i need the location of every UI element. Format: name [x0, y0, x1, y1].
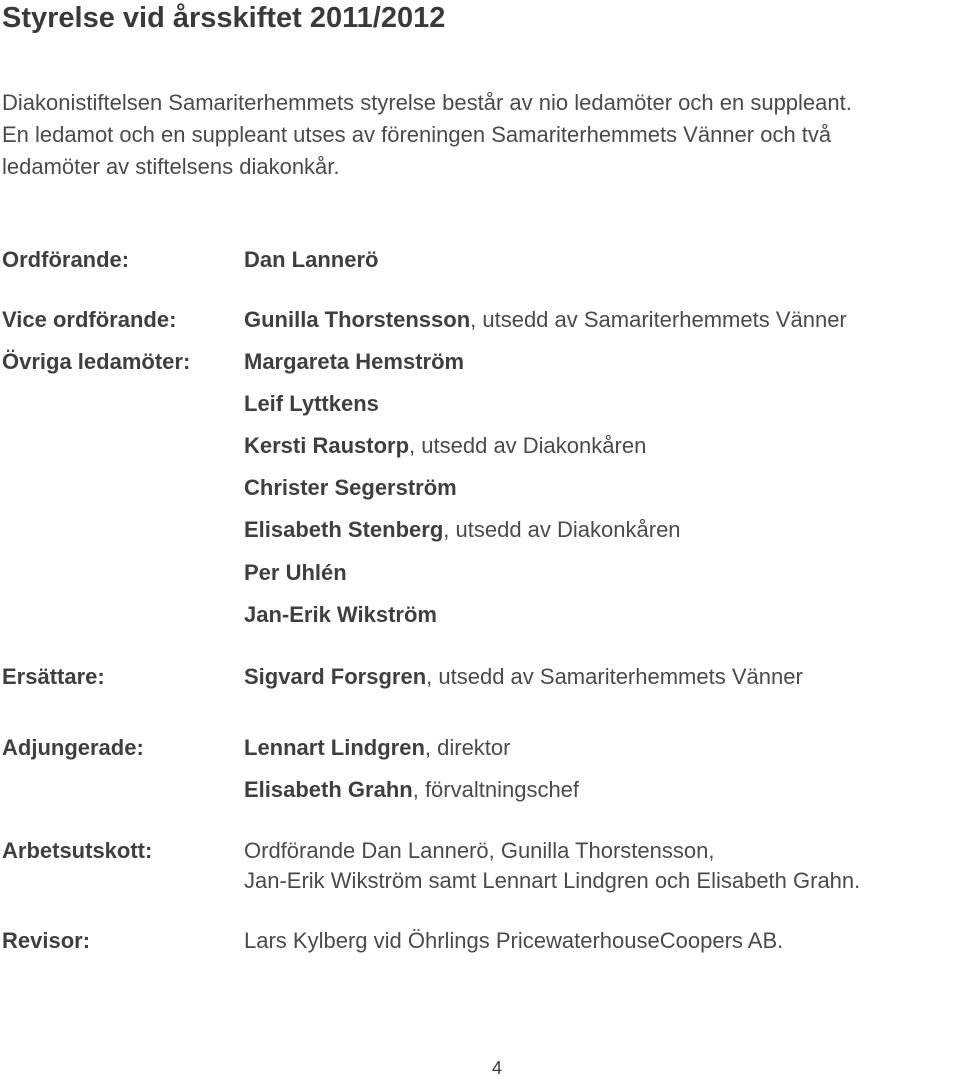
intro-line-3: ledamöter av stiftelsens diakonkår. — [2, 154, 340, 179]
adjunct-entry — [244, 777, 579, 803]
adjunct-name: Lennart Lindgren — [244, 735, 425, 760]
member-note: , utsedd av Diakonkåren — [443, 517, 681, 542]
page-number: 4 — [492, 1058, 503, 1078]
member-name: Margareta Hemström — [244, 349, 465, 374]
entry-deputy — [244, 664, 803, 690]
working-committee-line-1: Ordförande Dan Lannerö, Gunilla Thorstensson, — [244, 838, 715, 863]
intro-line-2: En ledamot och en suppleant utses av föreningen Samariterhemmets Vänner och två — [2, 122, 832, 147]
label-auditor: Revisor: — [2, 928, 91, 953]
member-entry — [244, 391, 379, 417]
member-entry — [244, 517, 681, 543]
member-entry — [244, 433, 646, 459]
member-name: Christer Segerström — [244, 475, 457, 500]
deputy-note: , utsedd av Samariterhemmets Vänner — [426, 664, 803, 689]
page-title: Styrelse vid årsskiftet 2011/2012 — [2, 2, 446, 34]
entry-chair — [244, 247, 378, 273]
chair-name: Dan Lannerö — [244, 247, 379, 272]
vice-chair-name: Gunilla Thorstensson — [244, 307, 471, 332]
member-entry — [244, 475, 457, 501]
adjunct-note: , förvaltningschef — [412, 777, 580, 802]
member-name: Per Uhlén — [244, 560, 347, 585]
member-name: Elisabeth Stenberg — [244, 517, 444, 542]
intro-line-1: Diakonistiftelsen Samariterhemmets styrelse består av nio ledamöter och en suppleant. — [2, 90, 852, 115]
working-committee-line-2: Jan-Erik Wikström samt Lennart Lindgren och Elisabeth Grahn. — [244, 868, 861, 893]
label-chair: Ordförande: — [2, 247, 130, 272]
vice-chair-note: , utsedd av Samariterhemmets Vänner — [470, 307, 847, 332]
deputy-name: Sigvard Forsgren — [244, 664, 427, 689]
adjunct-entry — [244, 735, 510, 761]
adjunct-name: Elisabeth Grahn — [244, 777, 413, 802]
label-adjunct: Adjungerade: — [2, 735, 144, 760]
label-vice-chair: Vice ordförande: — [2, 307, 177, 332]
adjunct-note: , direktor — [424, 735, 511, 760]
member-entry — [244, 349, 464, 375]
member-name: Kersti Raustorp — [244, 433, 410, 458]
label-working-committee: Arbetsutskott: — [2, 838, 153, 863]
label-deputy: Ersättare: — [2, 664, 105, 689]
label-other-members: Övriga ledamöter: — [2, 349, 191, 374]
entry-auditor: Lars Kylberg vid Öhrlings PricewaterhouseCoopers AB. — [244, 928, 784, 953]
entry-vice-chair — [244, 307, 847, 333]
member-name: Leif Lyttkens — [244, 391, 379, 416]
member-entry — [244, 602, 437, 628]
member-name: Jan-Erik Wikström — [244, 602, 437, 627]
member-note: , utsedd av Diakonkåren — [409, 433, 647, 458]
member-entry — [244, 560, 347, 586]
